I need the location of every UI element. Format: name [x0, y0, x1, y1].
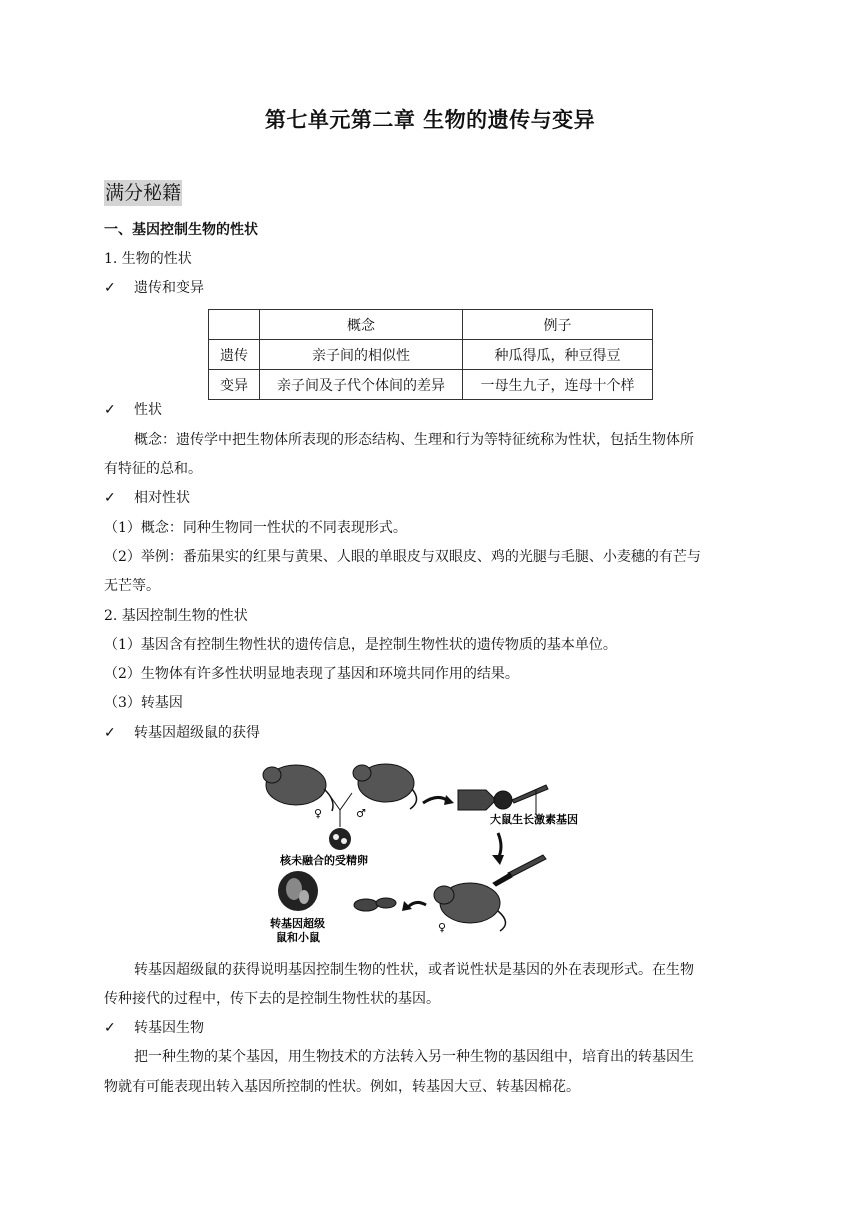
label-result-line1: 转基因超级	[270, 917, 325, 930]
paragraph-line: 物就有可能表现出转入基因所控制的性状。例如，转基因大豆、转基因棉花。	[104, 1079, 580, 1095]
bullet-heredity-variation	[104, 278, 204, 298]
label-result-line2: 鼠和小鼠	[276, 931, 320, 944]
fertilized-egg-icon	[329, 828, 351, 850]
table-header-row	[209, 310, 653, 340]
bullet-relative-trait	[104, 488, 190, 508]
bullet-text: 相对性状	[134, 490, 190, 506]
table-cell: 一母生九子，连母十个样	[463, 370, 653, 400]
paragraph-line: 传种接代的过程中，传下去的是控制生物性状的基因。	[104, 991, 440, 1007]
arrow-icon	[408, 902, 426, 907]
arrow-icon	[423, 797, 448, 803]
page-title: 第七单元第二章 生物的遗传与变异	[264, 108, 596, 132]
paragraph-line: 概念：遗传学中把生物体所表现的形态结构、生理和行为等特征统称为性状，包括生物体所	[134, 432, 694, 448]
table-header-cell	[209, 310, 260, 340]
bullet-trait	[104, 400, 162, 420]
table-cell: 种瓜得瓜，种豆得豆	[463, 340, 653, 370]
check-icon: ✓	[104, 280, 116, 296]
transgenic-mouse-figure	[258, 755, 603, 950]
check-icon: ✓	[104, 402, 116, 418]
bullet-text: 遗传和变异	[134, 280, 204, 296]
arrow-head-icon	[492, 855, 504, 865]
table-cell: 变异	[209, 370, 260, 400]
check-icon: ✓	[104, 490, 116, 506]
male-symbol: ♂	[356, 807, 366, 820]
paragraph-line: （2）举例：番茄果实的红果与黄果、人眼的单眼皮与双眼皮、鸡的光腿与毛腿、小麦穗的有芒与	[104, 549, 701, 565]
paragraph-line: （2）生物体有许多性状明显地表现了基因和环境共同作用的结果。	[104, 666, 519, 682]
check-icon: ✓	[104, 725, 116, 741]
paragraph-line: （1）概念：同种生物同一性状的不同表现形式。	[104, 520, 407, 536]
paragraph-line: 有特征的总和。	[104, 461, 202, 477]
table-cell: 亲子间及子代个体间的差异	[260, 370, 463, 400]
paragraph-line: （1）基因含有控制生物性状的遗传信息，是控制生物性状的遗传物质的基本单位。	[104, 637, 617, 653]
subheading-gene-control: 2. 基因控制生物的性状	[104, 608, 248, 624]
label-fertilized-egg: 核未融合的受精卵	[280, 854, 368, 867]
check-icon: ✓	[104, 1020, 116, 1036]
paragraph-line: 无芒等。	[104, 578, 160, 594]
bullet-super-mouse	[104, 723, 260, 743]
table-row	[209, 370, 653, 400]
mouse-pups-icon	[354, 898, 396, 911]
bullet-text: 转基因超级鼠的获得	[134, 725, 260, 741]
female-symbol: ♀	[438, 921, 447, 934]
table-cell: 亲子间的相似性	[260, 340, 463, 370]
bullet-text: 转基因生物	[134, 1020, 204, 1036]
table-cell: 遗传	[209, 340, 260, 370]
arrow-head-icon	[444, 795, 454, 805]
subheading-traits: 1. 生物的性状	[104, 251, 192, 267]
table-header-cell: 概念	[260, 310, 463, 340]
male-mouse-icon	[353, 764, 417, 809]
label-growth-hormone-gene: 大鼠生长激素基因	[490, 813, 578, 826]
super-mouse-icon	[278, 871, 318, 911]
paragraph-line: （3）转基因	[104, 695, 183, 711]
paragraph-line: 转基因超级鼠的获得说明基因控制生物的性状，或者说性状是基因的外在表现形式。在生物	[134, 962, 694, 978]
heading-gene-traits: 一、基因控制生物的性状	[104, 222, 258, 238]
micropipette-icon	[458, 785, 548, 815]
table-row	[209, 340, 653, 370]
bullet-gm-organism	[104, 1018, 204, 1038]
paragraph-line: 把一种生物的某个基因，用生物技术的方法转入另一种生物的基因组中，培育出的转基因生	[134, 1049, 694, 1065]
female-symbol: ♀	[314, 807, 323, 820]
section-tag: 满分秘籍	[105, 182, 182, 204]
female-mouse-icon	[263, 765, 333, 811]
concept-table	[208, 309, 653, 400]
table-header-cell: 例子	[463, 310, 653, 340]
bullet-text: 性状	[134, 402, 162, 418]
